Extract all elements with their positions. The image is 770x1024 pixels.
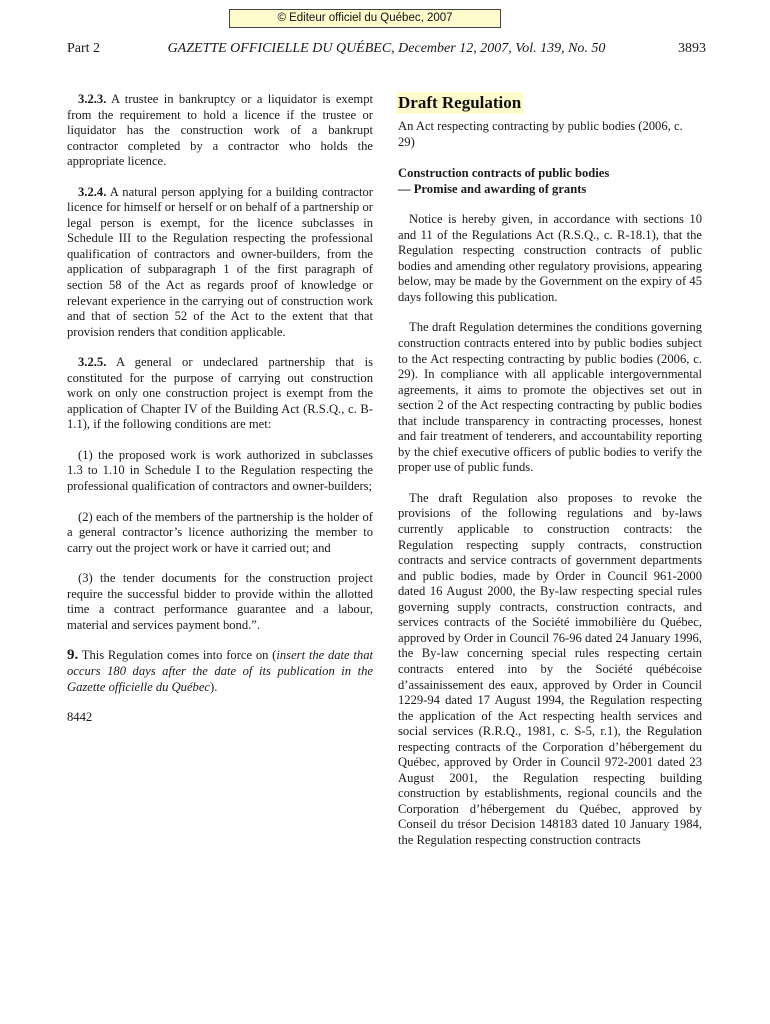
page-number: 3893	[678, 41, 706, 56]
heading-line-2: — Promise and awarding of grants	[398, 181, 587, 196]
part-label: Part 2	[67, 41, 101, 56]
running-head	[67, 40, 706, 58]
section-3-2-3	[67, 92, 373, 170]
paragraph-text: A trustee in bankruptcy or a liquidator is exempt from the requirement to hold a licence if the trustee or liquidator has the construction work of a bankrupt contractor completed by a contractor who holds the appropriate licence.	[67, 92, 373, 169]
left-column	[67, 92, 373, 726]
section-number: 9.	[67, 647, 79, 664]
section-title: Draft Regulation	[398, 93, 522, 112]
revocation-paragraph: The draft Regulation also proposes to revoke the provisions of the following regulations and by-laws currently applicable to construction contracts: the Regulation respecting supply contracts, construction contracts and service contracts of government departments and public bodies, made by Order in Council 961-2000 dated 16 August 2000, the By-law respecting special rules governing supply contracts, construction contracts, and services contracts of the Société immobilière du Québec, approved by Order in Council 76-96 dated 24 January 1996, the By-law concerning special rules respecting certain contracts entered into by the Société québécoise d’assainissement des eaux, approved by Order in Council 1229-94 dated 17 August 1994, the Regulation respecting the application of the Act respecting health services and social services (R.R.Q., 1981, c. S-5, r.1), the Regulation respecting contracts of the Corporation d’hébergement du Québec, approved by Order in Council 972-2001 dated 23 August 2001, the Regulation respecting building construction by establishments, regional councils and the Corporation d’hébergement du Québec, approved by Conseil du trésor Decision 148183 dated 10 January 1984, the Regulation respecting construction contracts	[398, 490, 702, 847]
condition-1: (1) the proposed work is work authorized in subclasses 1.3 to 1.10 in Schedule I to the Regulation respecting the professional qualification of contractors and owner-builders;	[67, 447, 373, 494]
paragraph-text: A general or undeclared partnership that is constituted for the purpose of carrying out construction work on only one construction project is exempt from the application of Chapter IV of the Building Act (R.S.Q., c. B-1.1), if the following conditions are met:	[67, 355, 373, 432]
condition-2: (2) each of the members of the partnership is the holder of a general contractor’s licence authorizing the member to carry out the project work or have it carried out; and	[67, 509, 373, 555]
purpose-paragraph: The draft Regulation determines the conditions governing construction contracts entered into by public bodies subject to the Act respecting contracting by public bodies (2006, c. 29). In compliance with all applicable intergovernmental agreements, it aims to promote the objectives set out in section 2 of the Act respecting contracting by public bodies that include transparency in contracting processes, honest and fair treatment of tenderers, and accountability reporting by the chief executive officers of public bodies to verify the proper use of public funds.	[398, 320, 702, 475]
section-9	[67, 648, 373, 695]
copyright-banner: © Editeur officiel du Québec, 2007	[229, 9, 501, 28]
right-column	[398, 92, 702, 864]
section-number: 3.2.3.	[78, 92, 107, 106]
notice-paragraph: Notice is hereby given, in accordance with sections 10 and 11 of the Regulations Act (R.S.Q., c. R-18.1), that the Regulation respecting construction contracts of public bodies and amending other regulatory provisions, appearing below, may be made by the Government on the expiry of 45 days following this publication.	[398, 212, 702, 304]
section-3-2-4	[67, 185, 373, 340]
section-number: 3.2.4.	[78, 184, 107, 199]
act-subtitle: An Act respecting contracting by public bodies (2006, c. 29)	[398, 119, 683, 149]
reference-number: 8442	[67, 710, 93, 725]
condition-3: (3) the tender documents for the construction project require the successful bidder to provide within the allotted time a contract performance guarantee and a labour, material and services payment bond.”.	[67, 571, 373, 632]
paragraph-italic-text: insert the date that occurs 180 days after the date of its publication in the Gazette officielle du Québec	[67, 648, 373, 694]
paragraph-text: A natural person applying for a building contractor licence for himself or herself or on behalf of a partnership or legal person is exempt, for the licence subclasses in Schedule III to the Regulation respecting the professional qualification of contractors and owner-builders, from the application of subparagraph 1 of the first paragraph of section 58 of the Act as regards proof of knowledge or relevant experience in the carrying out of construction work and that of section 52 of the Act to the extent that that provision renders that condition applicable.	[67, 184, 373, 339]
heading-line-1: Construction contracts of public bodies	[398, 166, 610, 181]
publication-title: GAZETTE OFFICIELLE DU QUÉBEC, December 12, 2007, Vol. 139, No. 50	[167, 41, 606, 56]
section-number: 3.2.5.	[78, 355, 107, 370]
paragraph-text-end: ).	[210, 679, 218, 694]
section-3-2-5	[67, 355, 373, 433]
paragraph-text: This Regulation comes into force on (	[78, 648, 277, 663]
regulation-heading	[398, 166, 702, 197]
